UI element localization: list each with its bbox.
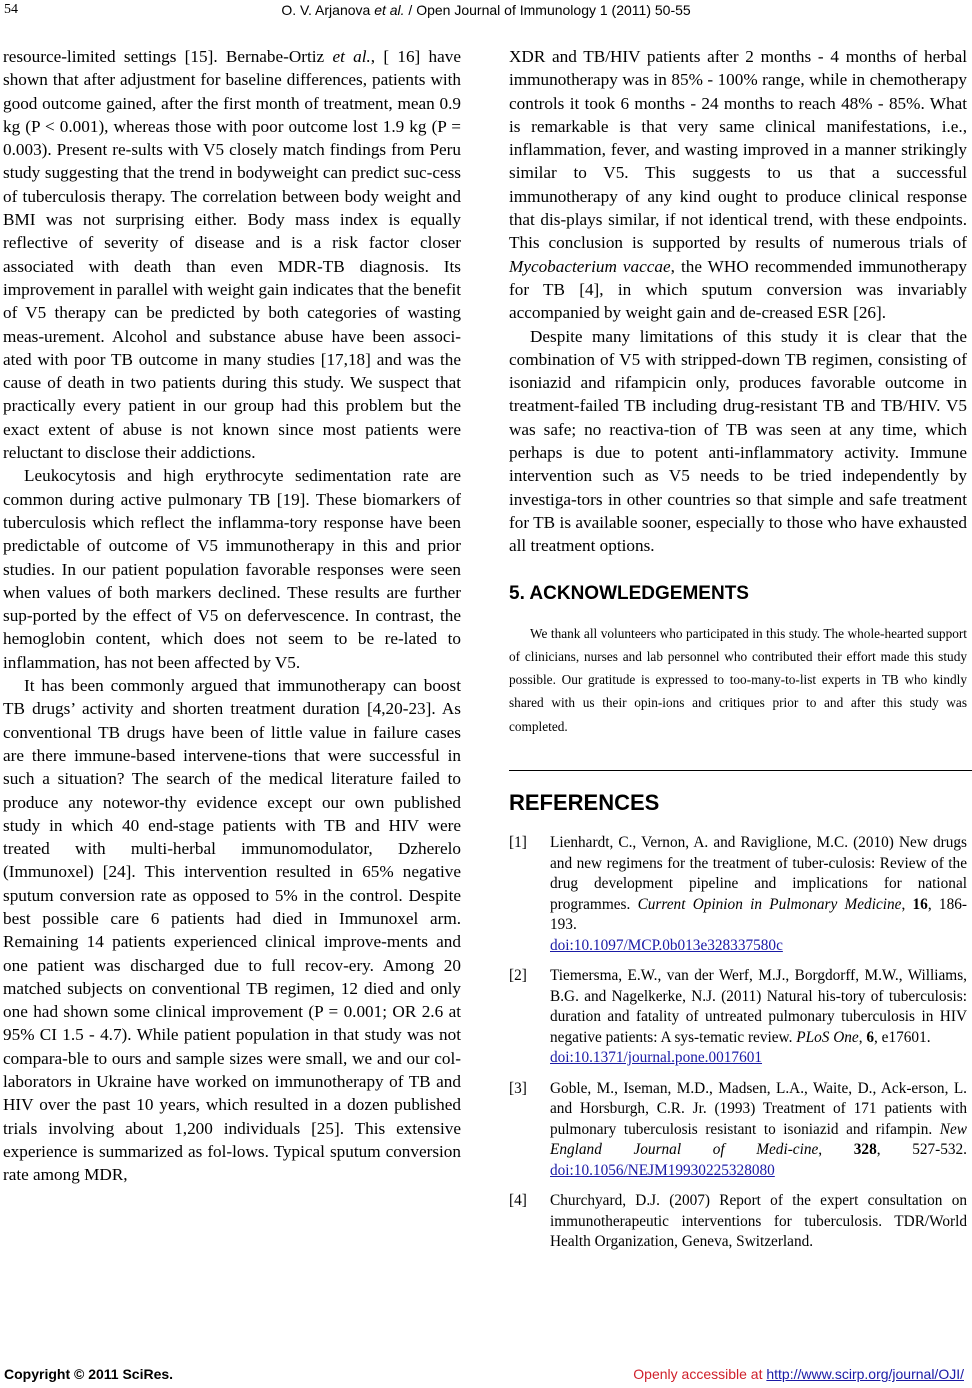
journal-url-link[interactable]: http://www.scirp.org/journal/OJI/ [766,1366,964,1382]
copyright-footer: Copyright © 2011 SciRes. [4,1366,174,1382]
header-author: O. V. Arjanova [281,2,375,18]
reference-number: [3] [509,1079,527,1097]
page-number: 54 [4,2,18,17]
reference-body [550,1079,967,1182]
text: , the WHO recommended immunotherapy for TB [4], in which sputum conversion was invariably accompanied by weight gain and de-creased ESR [26]. [509,256,967,323]
text: , [818,1141,854,1159]
volume: 16 [912,895,928,913]
journal-name: PLoS One [796,1028,859,1046]
volume: 6 [866,1028,875,1046]
doi-link[interactable]: doi:10.1097/MCP.0b013e328337580c [550,936,783,954]
header-journal: / Open Journal of Immunology 1 (2011) 50-55 [404,2,691,18]
references-heading: REFERENCES [509,790,660,816]
text: , [901,895,913,913]
running-header [0,2,972,18]
reference-body: Churchyard, D.J. (2007) Report of the expert consultation on immunotherapeutic interventions for tuberculosis. TDR/World Health Organization, Geneva, Switzerland. [550,1192,967,1251]
text: , [858,1028,867,1046]
text: , e17601. [874,1028,931,1046]
paragraph: It has been commonly argued that immunotherapy can boost TB drugs’ activity and shorten treatment duration [4,20-23]. As conventional TB drugs have been of little value in failure cases are there immune-based intervene-tions that were successful in such a situation? The search of the medical literature failed to produce any notewor-thy evidence except our own published study in which 40 end-stage patients with TB and HIV were treated with multi-herbal immunomodulator, Dzherelo (Immunoxel) [24]. This intervention resulted in 65% negative sputum conversion rate as opposed to 5% in the control. Despite best possible care 6 patients had died in Immunoxel arm. Remaining 14 patients experienced clinical improve-ments and one patient was discharged due to full recov-ery. Among 20 matched subjects on conventional TB regimen, 12 died and only one had shown some clinical improvement (P = 0.001; OR 2.6 at 95% CI 1.5 - 4.7). While patient population in that study was not compara-ble to ours and sample sizes were small, we and our col-laborators in Ukraine have worked on immunotherapy of TB and HIV over the past 10 years, which resulted in a dozen published trials involving about 1,200 individuals [25]. This extensive experience is summarized as fol-lows. Typical sputum conversion rate among MDR, [3,676,461,1185]
journal-name: New England Journal of Medi-cine [550,1120,967,1159]
reference-body [550,966,967,1069]
text: , [ 16] have shown that after adjustment for baseline differences, patients with good outcome gained, after the first month of treatment, mean 0.9 kg (P < 0.001), whereas those with poor outcome lost 1.9 kg (P = 0.003). Present re-sults with V5 closely match findings from Peru study suggesting that the trend in bodyweight can predict suc-cess of tuberculosis therapy. The correlation between body weight and BMI was not surprising either. Body mass index is equally reflective of severity of disease and is a risk factor closer associated with death than even MDR-TB diagnosis. Its improvement in parallel with weight gain indicates that the benefit of V5 therapy can be predicted by both categories of wasting meas-urement. Alcohol and substance abuse have been associ-ated with poor TB outcome in many studies [17,18] and was the cause of death in two patients during this study. We suspect that practically every patient in our group had this problem but the exact extent of abuse is not known since most patients were reluctant to disclose their addictions. [3,47,461,463]
text: Tiemersma, E.W., van der Werf, M.J., Borgdorff, M.W., Williams, B.G. and Nagelkerke, N.J. (2011) Natural his-tory of tuberculosis: duration and fatality of untreated pulmonary tuberculosis in HIV negative patients: A sys-tematic review. [550,967,967,1046]
text: , 186-193. [550,895,967,934]
text-italic: et al. [332,47,371,66]
access-footer [633,1366,964,1382]
reference-number: [4] [509,1192,527,1210]
header-etal: et al. [374,2,405,18]
reference-item [509,1079,967,1182]
paragraph [509,45,967,325]
right-column [509,45,967,1263]
volume: 328 [853,1141,877,1159]
paragraph: Leukocytosis and high erythrocyte sedimentation rate are common during active pulmonary TB [19]. These biomarkers of tuberculosis which reflect the inflamma-tory response have been predictable of outcome of V5 immunotherapy in this and prior studies. In our patient population favorable responses were seen when values of both markers declined. These results are further sup-ported by the effect of V5 on defervescence. In contrast, the hemoglobin content, which does not seem to be re-lated to inflammation, has not been affected by V5. [3,466,461,672]
journal-name: Current Opinion in Pulmonary Medicine [637,895,902,913]
reference-item [509,833,967,956]
text-italic: Mycobacterium vaccae [509,256,671,276]
text: Lienhardt, C., Vernon, A. and Raviglione, M.C. (2010) New drugs and new regimens for the treatment of tuber-culosis: Review of the drug development pipeline and implications for national programmes. [550,834,967,913]
reference-item [509,1191,967,1253]
open-access-text: Openly accessible at [633,1366,767,1382]
reference-body [550,833,967,956]
reference-number: [1] [509,834,527,852]
paragraph: Despite many limitations of this study it is clear that the combination of V5 with stripped-down TB regimen, consisting of isoniazid and rifampicin only, produces favorable outcome in treatment-failed TB including drug-resistant TB and TB/HIV. V5 was safe; no reactiva-tion of TB was seen at any time, which perhaps is due to potent anti-inflammatory activity. Immune intervention such as V5 needs to be tried independently by investiga-tors in other countries so that simple and safe treatment for TB is available sooner, especially to those who have exhausted all treatment options. [509,326,967,556]
reference-item [509,966,967,1069]
reference-number: [2] [509,967,527,985]
text: , 527-532. [876,1141,968,1159]
acknowledgements-text: We thank all volunteers who participated in this study. The whole-hearted support of clinicians, nurses and lab personnel who contributed their effort made this study possible. Our gratitude is expressed to too-many-to-list experts in TB who kindly shared with us their opin-ions and critiques prior to and after this study was completed. [509,625,967,734]
doi-link[interactable]: doi:10.1056/NEJM199302253280​80 [550,1161,775,1179]
doi-link[interactable]: doi:10.1371/journal.pone.0017601 [550,1049,763,1067]
left-column [3,45,461,1187]
section-heading: 5. ACKNOWLEDGEMENTS [509,582,749,604]
text: Goble, M., Iseman, M.D., Madsen, L.A., Waite, D., Ack-erson, L. and Horsburgh, C.R. Jr. (1993) Treatment of 171 patients with pulmonary tuberculosis resistant to isoniazid and rifampin. [550,1079,967,1138]
paragraph [3,45,461,464]
divider [509,770,972,771]
text: resource-limited settings [15]. Bernabe-Ortiz [3,47,333,66]
text: XDR and TB/HIV patients after 2 months - 4 months of herbal immunotherapy was in 85% - 100% range, while in chemotherapy controls it took 6 months - 24 months to reach 48% - 85%. What is remarkable is that very same clinical manifestations, i.e., inflammation, fever, and wasting improved in a manner strikingly similar to V5. This suggests to us that a successful immunotherapy of any kind ought to produce clinical response that dis-plays similar, if not identical trend, with these endpoints. This conclusion is supported by results of numerous trials of [509,47,967,253]
